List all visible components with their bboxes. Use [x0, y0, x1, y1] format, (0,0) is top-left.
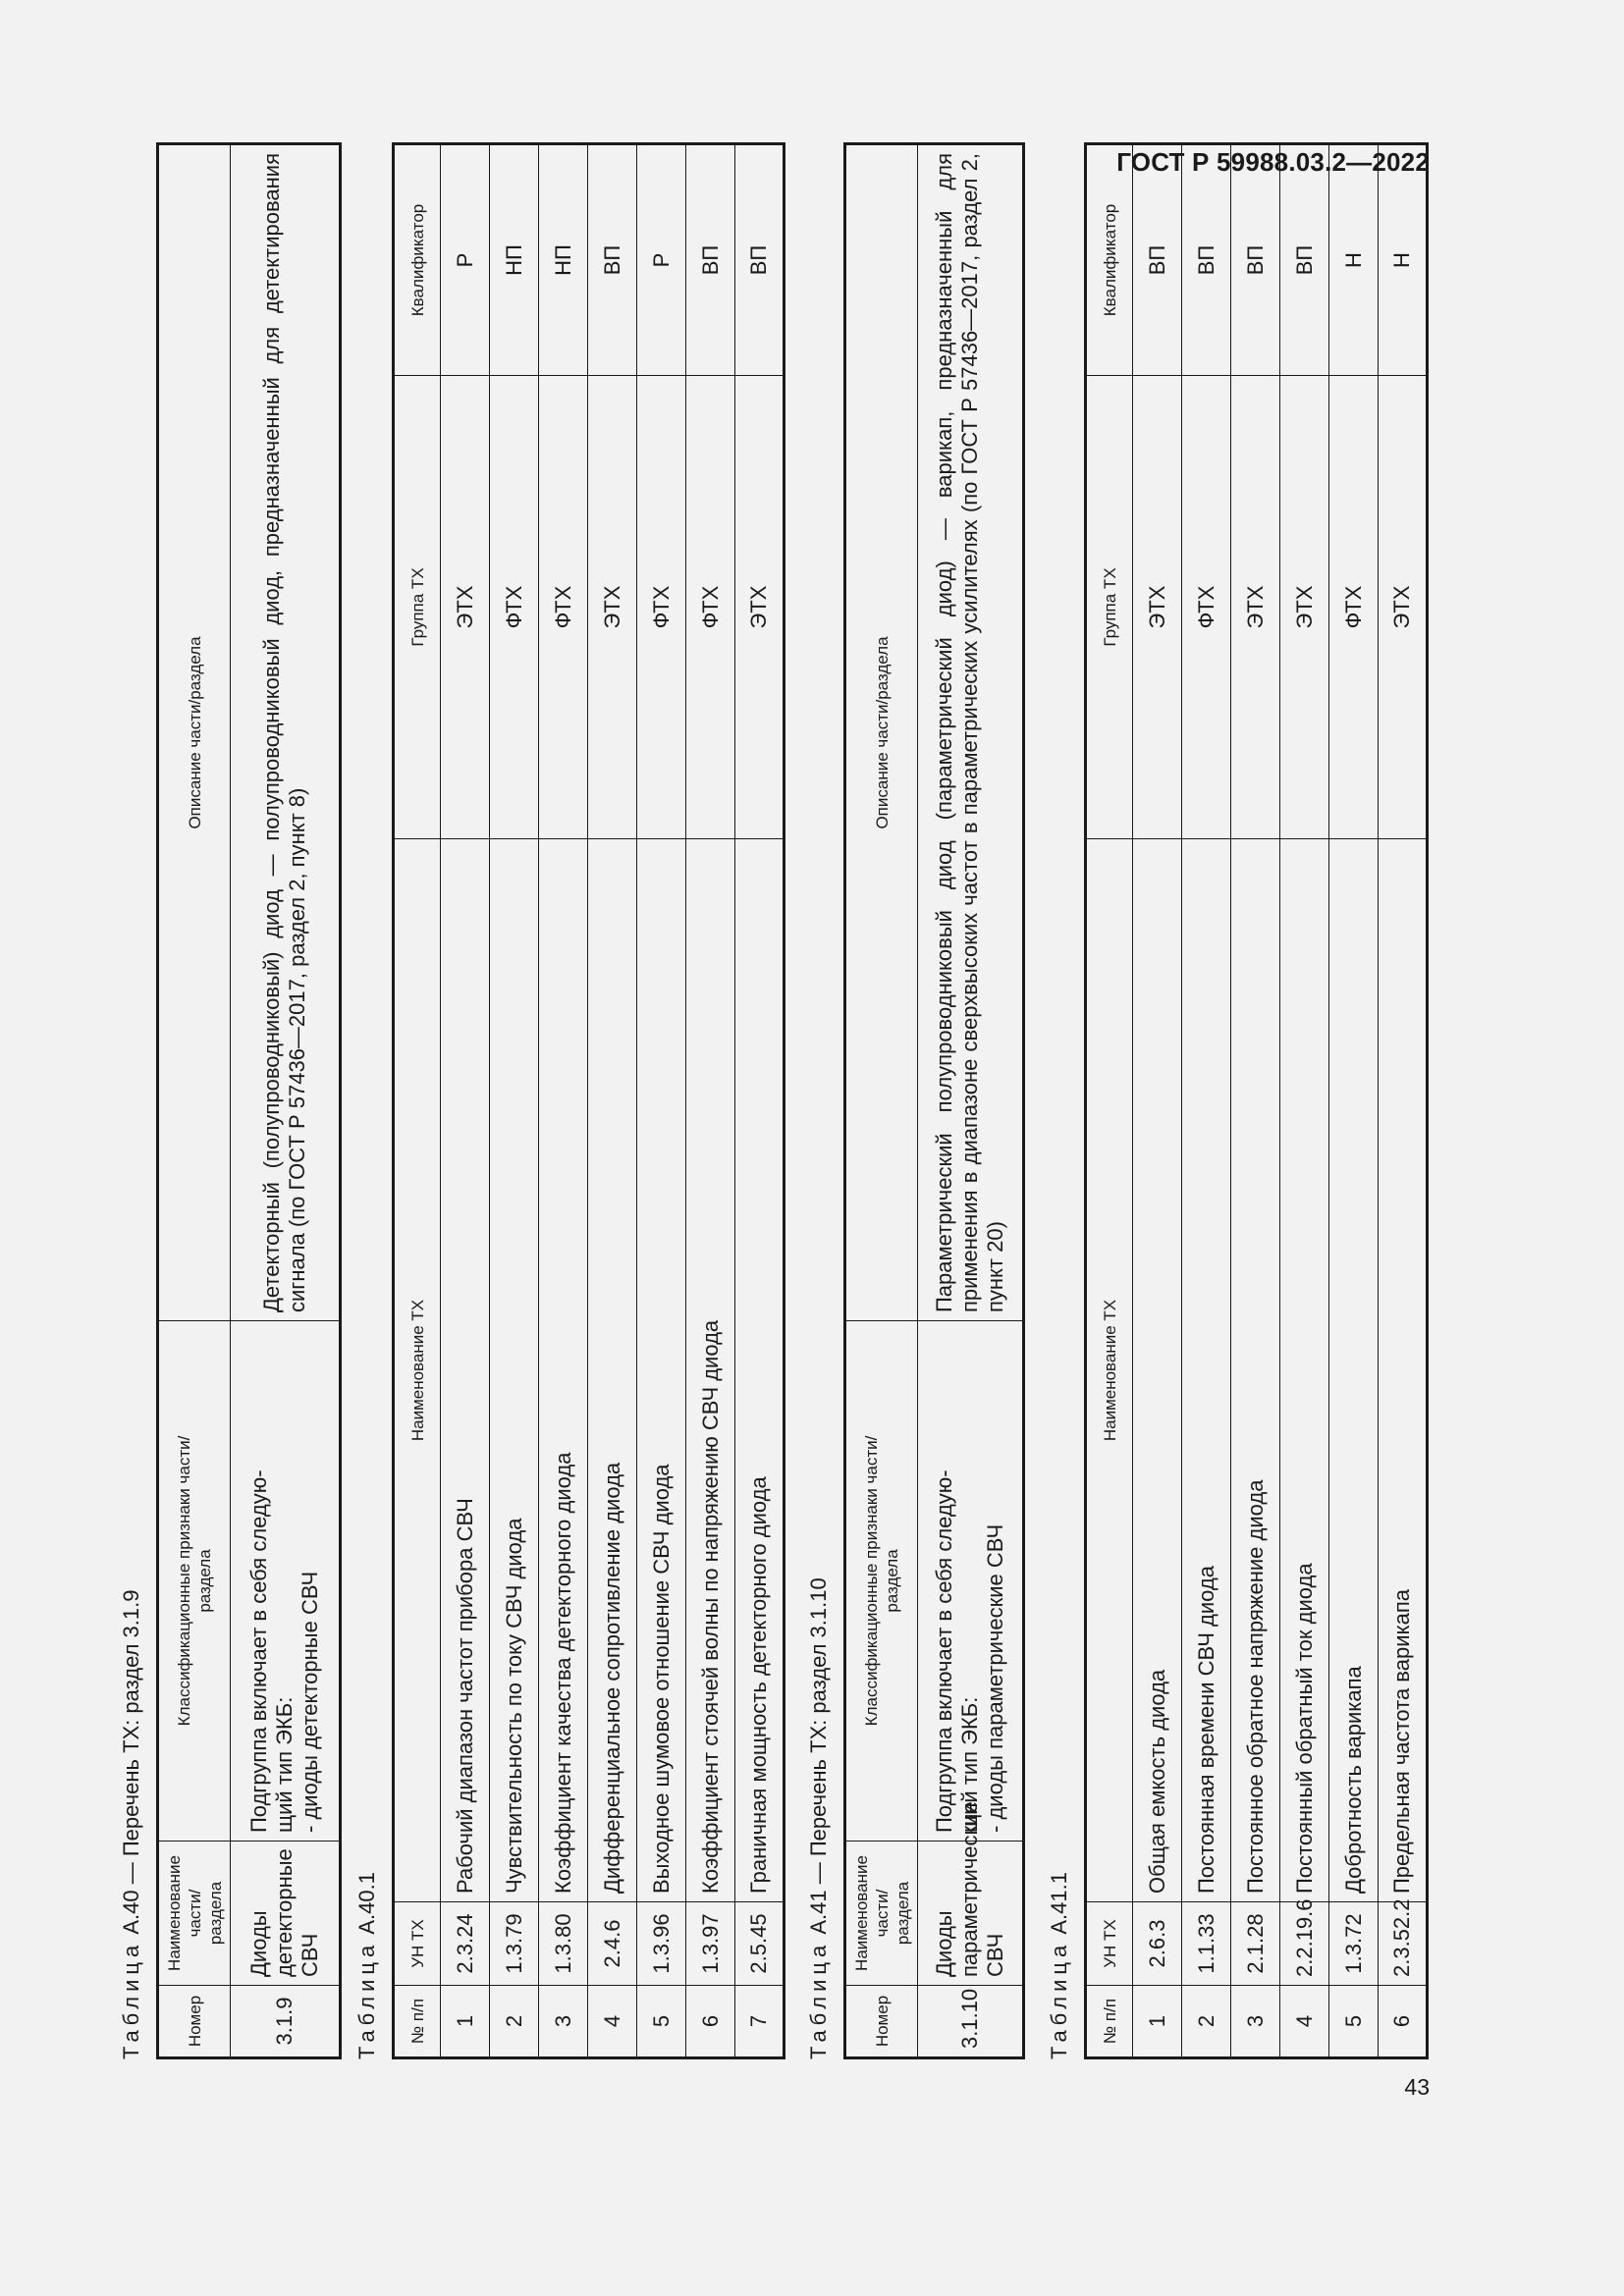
- table-a40-caption: [113, 142, 156, 2059]
- cell-row-number: 6: [686, 1986, 735, 2058]
- cell-part-name: Диоды параметрические СВЧ: [918, 1842, 1024, 1986]
- cell-qualifier: Р: [441, 144, 490, 376]
- cell-un: 1.3.72: [1329, 1902, 1379, 1986]
- cell-qualifier: Н: [1329, 144, 1379, 376]
- cell-group: ФТХ: [539, 376, 588, 839]
- table-row: [441, 144, 490, 2058]
- cell-characteristic-name: Коэффициент качества детекторного диода: [539, 839, 588, 1902]
- features-line: щий тип ЭКБ:: [272, 1696, 297, 1833]
- cell-characteristic-name: Рабочий диапазон частот прибора СВЧ: [441, 839, 490, 1902]
- table-row: [637, 144, 686, 2058]
- caption-text: А.40.1: [354, 1872, 379, 1941]
- cell-group: ФТХ: [490, 376, 539, 839]
- cell-group: ЭТХ: [1231, 376, 1280, 839]
- cell-un: 2.6.3: [1133, 1902, 1182, 1986]
- cell-characteristic-name: Коэффициент стоячей волны по напряжению СВЧ диода: [686, 839, 735, 1902]
- cell-row-number: 1: [441, 1986, 490, 2058]
- cell-un: 1.3.96: [637, 1902, 686, 1986]
- cell-characteristic-name: Добротность варикапа: [1329, 839, 1379, 1902]
- cell-group: ЭТХ: [1379, 376, 1428, 839]
- rotated-page-content: [113, 88, 1468, 2059]
- header-group: Группа ТХ: [394, 376, 441, 839]
- cell-qualifier: НП: [539, 144, 588, 376]
- table-row: [735, 144, 785, 2058]
- table-header-row: [158, 144, 231, 2058]
- table-row: [1379, 144, 1428, 2058]
- cell-qualifier: ВП: [735, 144, 785, 376]
- cell-qualifier: ВП: [1280, 144, 1329, 376]
- table-row: [231, 144, 341, 2058]
- header-part-name: Наименование части/ раздела: [158, 1842, 231, 1986]
- cell-qualifier: ВП: [1133, 144, 1182, 376]
- cell-group: ФТХ: [1182, 376, 1231, 839]
- cell-un: 1.3.79: [490, 1902, 539, 1986]
- cell-characteristic-name: Предельная частота варикапа: [1379, 839, 1428, 1902]
- header-characteristic-name: Наименование ТХ: [1086, 839, 1133, 1902]
- table-a401-caption: [349, 142, 392, 2059]
- cell-characteristic-name: Чувствительность по току СВЧ диода: [490, 839, 539, 1902]
- cell-characteristic-name: Граничная мощность детекторного диода: [735, 839, 785, 1902]
- header-number: Номер: [845, 1986, 918, 2058]
- document-code: ГОСТ Р 59988.03.2—2022: [1116, 147, 1430, 177]
- header-characteristic-name: Наименование ТХ: [394, 839, 441, 1902]
- header-description: Описание части/раздела: [158, 144, 231, 1321]
- page-number: 43: [1404, 2074, 1430, 2100]
- cell-row-number: 7: [735, 1986, 785, 2058]
- features-line: Подгруппа включает в себя следую-: [246, 1469, 271, 1833]
- caption-prefix: Таблица: [354, 1940, 379, 2059]
- cell-features: [231, 1321, 341, 1842]
- cell-un: 2.2.19.6: [1280, 1902, 1329, 1986]
- header-features: Классификационные признаки части/ раздела: [158, 1321, 231, 1842]
- cell-row-number: 2: [1182, 1986, 1231, 2058]
- table-a41-caption: [800, 142, 843, 2059]
- cell-un: 1.3.80: [539, 1902, 588, 1986]
- cell-group: ЭТХ: [588, 376, 637, 839]
- table-row: [1231, 144, 1280, 2058]
- table-row: [490, 144, 539, 2058]
- caption-prefix: Таблица: [1047, 1940, 1071, 2059]
- cell-features: [918, 1321, 1024, 1842]
- cell-group: ФТХ: [637, 376, 686, 839]
- cell-un: 2.5.45: [735, 1902, 785, 1986]
- table-a401-block: [349, 142, 785, 2059]
- cell-number: 3.1.9: [231, 1986, 341, 2058]
- header-row-number: № п/п: [394, 1986, 441, 2058]
- cell-group: ФТХ: [686, 376, 735, 839]
- cell-un: 2.3.52.2: [1379, 1902, 1428, 1986]
- cell-row-number: 3: [539, 1986, 588, 2058]
- header-number: Номер: [158, 1986, 231, 2058]
- caption-text: А.41 — Перечень ТХ: раздел 3.1.10: [806, 1577, 831, 1941]
- cell-un: 2.1.28: [1231, 1902, 1280, 1986]
- table-a41: [843, 142, 1025, 2059]
- cell-row-number: 4: [588, 1986, 637, 2058]
- cell-qualifier: Р: [637, 144, 686, 376]
- table-row: [686, 144, 735, 2058]
- features-line: щий тип ЭКБ:: [957, 1696, 982, 1833]
- header-qualifier: Квалификатор: [394, 144, 441, 376]
- header-features: Классификационные признаки части/ раздела: [845, 1321, 918, 1842]
- cell-description: Детекторный (полупроводниковый) диод — полупроводниковый диод, предназначенный для детектирования сигнала (по ГОСТ Р 57436—2017, раздел 2, пункт 8): [231, 144, 341, 1321]
- cell-characteristic-name: Постоянный обратный ток диода: [1280, 839, 1329, 1902]
- cell-characteristic-name: Общая емкость диода: [1133, 839, 1182, 1902]
- cell-row-number: 2: [490, 1986, 539, 2058]
- header-un: УН ТХ: [394, 1902, 441, 1986]
- cell-row-number: 3: [1231, 1986, 1280, 2058]
- features-line: Подгруппа включает в себя следую-: [932, 1469, 956, 1833]
- cell-qualifier: ВП: [686, 144, 735, 376]
- cell-qualifier: ВП: [588, 144, 637, 376]
- table-row: [1280, 144, 1329, 2058]
- cell-un: 2.4.6: [588, 1902, 637, 1986]
- cell-qualifier: ВП: [1231, 144, 1280, 376]
- cell-qualifier: Н: [1379, 144, 1428, 376]
- table-a41-block: [800, 142, 1025, 2059]
- features-line: - диоды детекторные СВЧ: [298, 1571, 322, 1833]
- cell-row-number: 6: [1379, 1986, 1428, 2058]
- header-description: Описание части/раздела: [845, 144, 918, 1321]
- table-row: [918, 144, 1024, 2058]
- table-a401: [392, 142, 785, 2059]
- cell-row-number: 4: [1280, 1986, 1329, 2058]
- cell-group: ЭТХ: [1280, 376, 1329, 839]
- table-header-row: [1086, 144, 1133, 2058]
- table-row: [588, 144, 637, 2058]
- cell-un: 2.3.24: [441, 1902, 490, 1986]
- table-row: [1329, 144, 1379, 2058]
- header-group: Группа ТХ: [1086, 376, 1133, 839]
- header-un: УН ТХ: [1086, 1902, 1133, 1986]
- cell-characteristic-name: Дифференциальное сопротивление диода: [588, 839, 637, 1902]
- table-a411-block: [1041, 142, 1429, 2059]
- header-qualifier: Квалификатор: [1086, 144, 1133, 376]
- header-part-name: Наименование части/ раздела: [845, 1842, 918, 1986]
- table-a40-block: [113, 142, 342, 2059]
- header-row-number: № п/п: [1086, 1986, 1133, 2058]
- cell-group: ЭТХ: [735, 376, 785, 839]
- cell-un: 1.1.33: [1182, 1902, 1231, 1986]
- cell-description: Параметрический полупроводниковый диод (параметрический диод) — варикап, предназначенный для применения в диапазоне сверхвысоких частот в параметрических усилителях (по ГОСТ Р 57436—2017, раздел 2, пункт 20): [918, 144, 1024, 1321]
- features-line: - диоды параметрические СВЧ: [983, 1523, 1007, 1833]
- cell-qualifier: ВП: [1182, 144, 1231, 376]
- cell-group: ЭТХ: [1133, 376, 1182, 839]
- cell-qualifier: НП: [490, 144, 539, 376]
- caption-text: А.40 — Перечень ТХ: раздел 3.1.9: [119, 1589, 143, 1941]
- table-header-row: [845, 144, 918, 2058]
- table-row: [1182, 144, 1231, 2058]
- cell-row-number: 5: [637, 1986, 686, 2058]
- cell-un: 1.3.97: [686, 1902, 735, 1986]
- cell-group: ФТХ: [1329, 376, 1379, 839]
- cell-characteristic-name: Постоянная времени СВЧ диода: [1182, 839, 1231, 1902]
- table-header-row: [394, 144, 441, 2058]
- cell-row-number: 1: [1133, 1986, 1182, 2058]
- cell-characteristic-name: Выходное шумовое отношение СВЧ диода: [637, 839, 686, 1902]
- table-a411-caption: [1041, 142, 1084, 2059]
- cell-row-number: 5: [1329, 1986, 1379, 2058]
- caption-prefix: Таблица: [806, 1940, 831, 2059]
- cell-characteristic-name: Постоянное обратное напряжение диода: [1231, 839, 1280, 1902]
- cell-group: ЭТХ: [441, 376, 490, 839]
- table-a411: [1084, 142, 1429, 2059]
- caption-text: А.41.1: [1047, 1872, 1071, 1941]
- cell-number: 3.1.10: [918, 1986, 1024, 2058]
- table-row: [1133, 144, 1182, 2058]
- cell-part-name: Диоды детекторные СВЧ: [231, 1842, 341, 1986]
- caption-prefix: Таблица: [119, 1940, 143, 2059]
- table-a40: [156, 142, 342, 2059]
- table-row: [539, 144, 588, 2058]
